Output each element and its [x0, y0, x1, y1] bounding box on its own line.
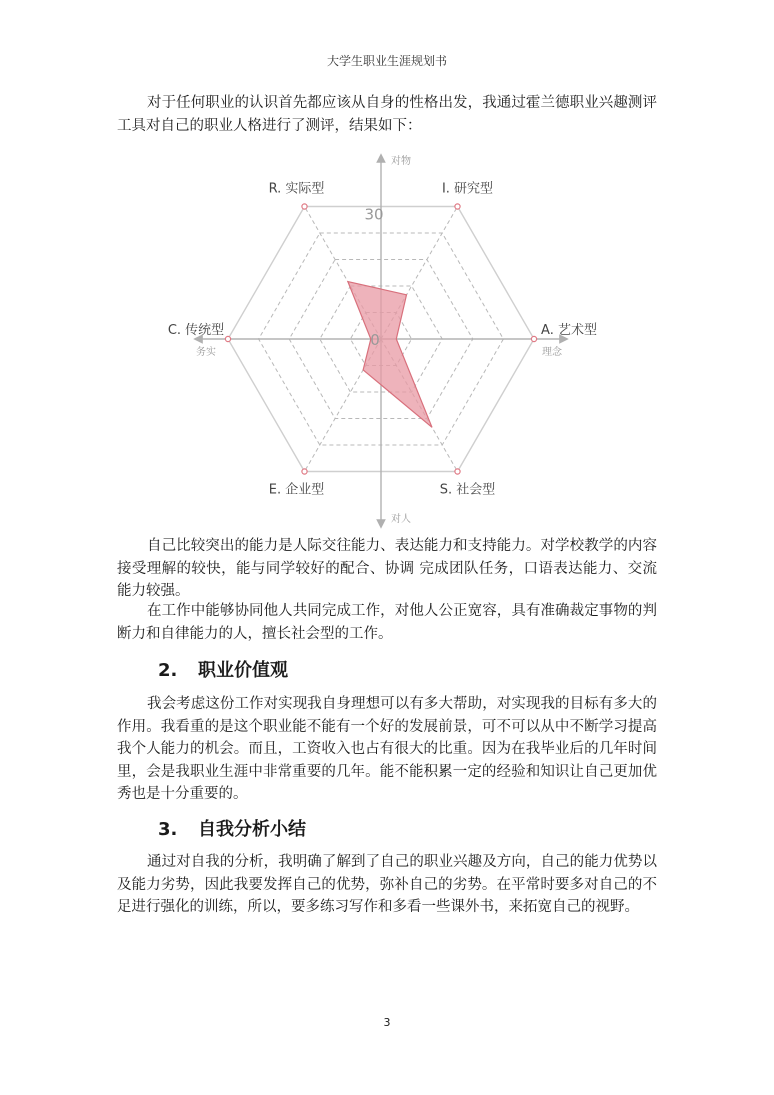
- abilities-paragraph-2: 在工作中能够协同他人共同完成工作，对他人公正宽容，具有准确裁定事物的判断力和自律能力的人，擅长社会型的工作。: [117, 603, 657, 642]
- radar-vertex-dot-3: [455, 469, 460, 474]
- section-number: 2.: [158, 660, 178, 681]
- summary-paragraph: 通过对自我的分析，我明确了解到了自己的职业兴趣及方向，自己的能力优势以及能力劣势，因此我要发挥自己的优势，弥补自己的劣势。在平常时要多对自己的不足进行强化的训练，所以，要多练习写作和多看一些课外书，来拓宽自己的视野。: [117, 854, 657, 915]
- section-heading-values: [158, 656, 288, 682]
- values-paragraph: 我会考虑这份工作对实现我自身理想可以有多大帮助，对实现我的目标有多大的作用。我看重的是这个职业能不能有一个好的发展前景，可不可以从中不断学习提高我个人能力的机会。而且，工资收入也占有很大的比重。因为在我毕业后的几年时间里，会是我职业生涯中非常重要的几年。能不能积累一定的经验和知识让自己更加优秀也是十分重要的。: [117, 696, 657, 802]
- direction-label-top: 对物: [391, 156, 411, 167]
- section-number: 3.: [158, 819, 178, 840]
- page-number: 3: [383, 1016, 391, 1029]
- axis-label-investigative: I. 研究型: [441, 181, 494, 197]
- intro-paragraph: 对于任何职业的认识首先都应该从自身的性格出发，我通过霍兰德职业兴趣测评工具对自己的职业人格进行了测评，结果如下：: [117, 95, 657, 134]
- section-title: 自我分析小结: [198, 819, 306, 840]
- scale-min-label: 0: [370, 331, 380, 349]
- abilities-paragraph-1: 自己比较突出的能力是人际交往能力、表达能力和支持能力。对学校教学的内容接受理解的较快，能与同学较好的配合、协调 完成团队任务，口语表达能力、交流能力较强。: [117, 538, 657, 599]
- radar-vertex-dot-0: [302, 204, 307, 209]
- radar-data-area: [348, 282, 432, 428]
- direction-label-bottom: 对人: [391, 514, 411, 525]
- radar-vertex-dot-4: [302, 469, 307, 474]
- direction-label-right: 理念: [542, 347, 562, 358]
- section-heading-summary: [158, 815, 306, 841]
- direction-label-left: 务实: [196, 347, 216, 358]
- axis-label-conventional: C. 传统型: [167, 323, 225, 338]
- axis-label-social: S. 社会型: [439, 482, 496, 498]
- radar-vertex-dot-2: [531, 336, 536, 341]
- radar-vertex-dot-5: [225, 336, 230, 341]
- axis-label-artistic: A. 艺术型: [541, 323, 597, 338]
- axis-label-enterprising: E. 企业型: [268, 482, 325, 498]
- axis-label-realistic: R. 实际型: [268, 181, 325, 197]
- scale-max-label: 30: [364, 205, 384, 224]
- radar-vertex-dot-1: [455, 204, 460, 209]
- section-title: 职业价值观: [198, 660, 288, 681]
- holland-radar-chart: [167, 150, 597, 525]
- page-header: 大学生职业生涯规划书: [326, 54, 447, 68]
